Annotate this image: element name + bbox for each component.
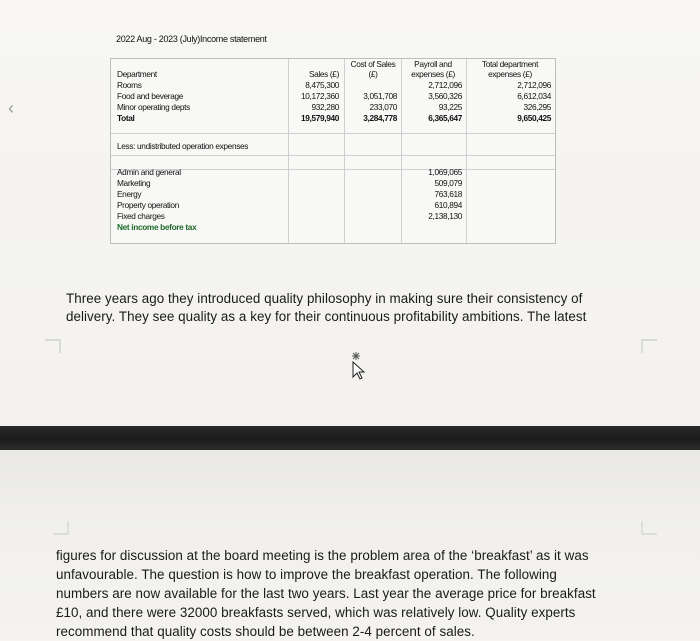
header-total-dept: Total department [481,59,539,69]
net-income-label: Net income before tax [117,222,197,232]
paragraph-top [66,290,666,326]
header-total-dept-unit: expenses (£) [488,69,532,79]
corner-mark-icon [52,520,70,538]
dept-cost: 3,051,708 [363,91,397,101]
header-cost-unit: (£) [368,69,378,79]
corner-mark-icon [640,520,658,538]
corner-mark-icon [44,336,62,354]
expense-name: Fixed charges [117,211,165,221]
expense-value: 610,894 [434,200,462,210]
less-label: Less: undistributed operation expenses [117,141,249,151]
header-payroll: Payroll and [414,59,452,69]
dept-name: Food and beverage [117,91,184,101]
dept-payroll: 6,365,647 [428,113,462,123]
header-cost-of-sales: Cost of Sales [350,59,396,69]
expense-name: Energy [117,189,142,199]
dept-total: 6,612,034 [517,91,551,101]
header-sales: Sales (£) [308,69,339,79]
sheet-title: 2022 Aug - 2023 (July)Income statement [116,34,267,44]
chevron-left-icon[interactable]: ‹ [8,98,14,118]
expense-value: 1,069,065 [428,167,462,177]
expense-value: 509,079 [434,178,462,188]
paragraph-bottom [56,546,666,641]
dept-total: 9,650,425 [517,113,551,123]
expense-name: Admin and general [117,167,181,177]
expense-name: Property operation [117,200,179,210]
paragraph-line: numbers are now available for the last two years. Last year the average price for breakfast [56,586,596,601]
dept-name: Minor operating depts [117,102,190,112]
paragraph-line: unfavourable. The question is how to improve the breakfast operation. The following [56,567,557,582]
corner-mark-icon [640,336,658,354]
expense-name: Marketing [117,178,151,188]
header-department: Department [117,69,157,79]
dept-sales: 10,172,360 [300,91,339,101]
dept-sales: 19,579,940 [300,113,339,123]
dept-payroll: 3,560,326 [428,91,462,101]
paragraph-line: recommend that quality costs should be between 2-4 percent of sales. [56,624,475,639]
page-divider-band [0,426,700,452]
dept-sales: 932,280 [311,102,339,112]
dept-name: Total [117,113,135,123]
dept-sales: 8,475,300 [305,80,339,90]
dept-name: Rooms [117,80,142,90]
dept-cost: 233,070 [369,102,397,112]
dept-payroll: 93,225 [438,102,462,112]
income-statement-table [110,58,556,244]
header-payroll-unit: expenses (£) [411,69,455,79]
cursor-icon [344,350,368,380]
dept-total: 2,712,096 [517,80,551,90]
dept-payroll: 2,712,096 [428,80,462,90]
paragraph-line: £10, and there were 32000 breakfasts served, which was relatively low. Quality experts [56,605,576,620]
paragraph-line: delivery. They see quality as a key for their continuous profitability ambitions. The latest [66,309,587,324]
expense-value: 763,618 [434,189,462,199]
paragraph-line: figures for discussion at the board meeting is the problem area of the ‘breakfast’ as it was [56,548,589,563]
dept-total: 326,295 [523,102,551,112]
dept-cost: 3,284,778 [363,113,397,123]
expense-value: 2,138,130 [428,211,462,221]
paragraph-line: Three years ago they introduced quality philosophy in making sure their consistency of [66,291,583,306]
